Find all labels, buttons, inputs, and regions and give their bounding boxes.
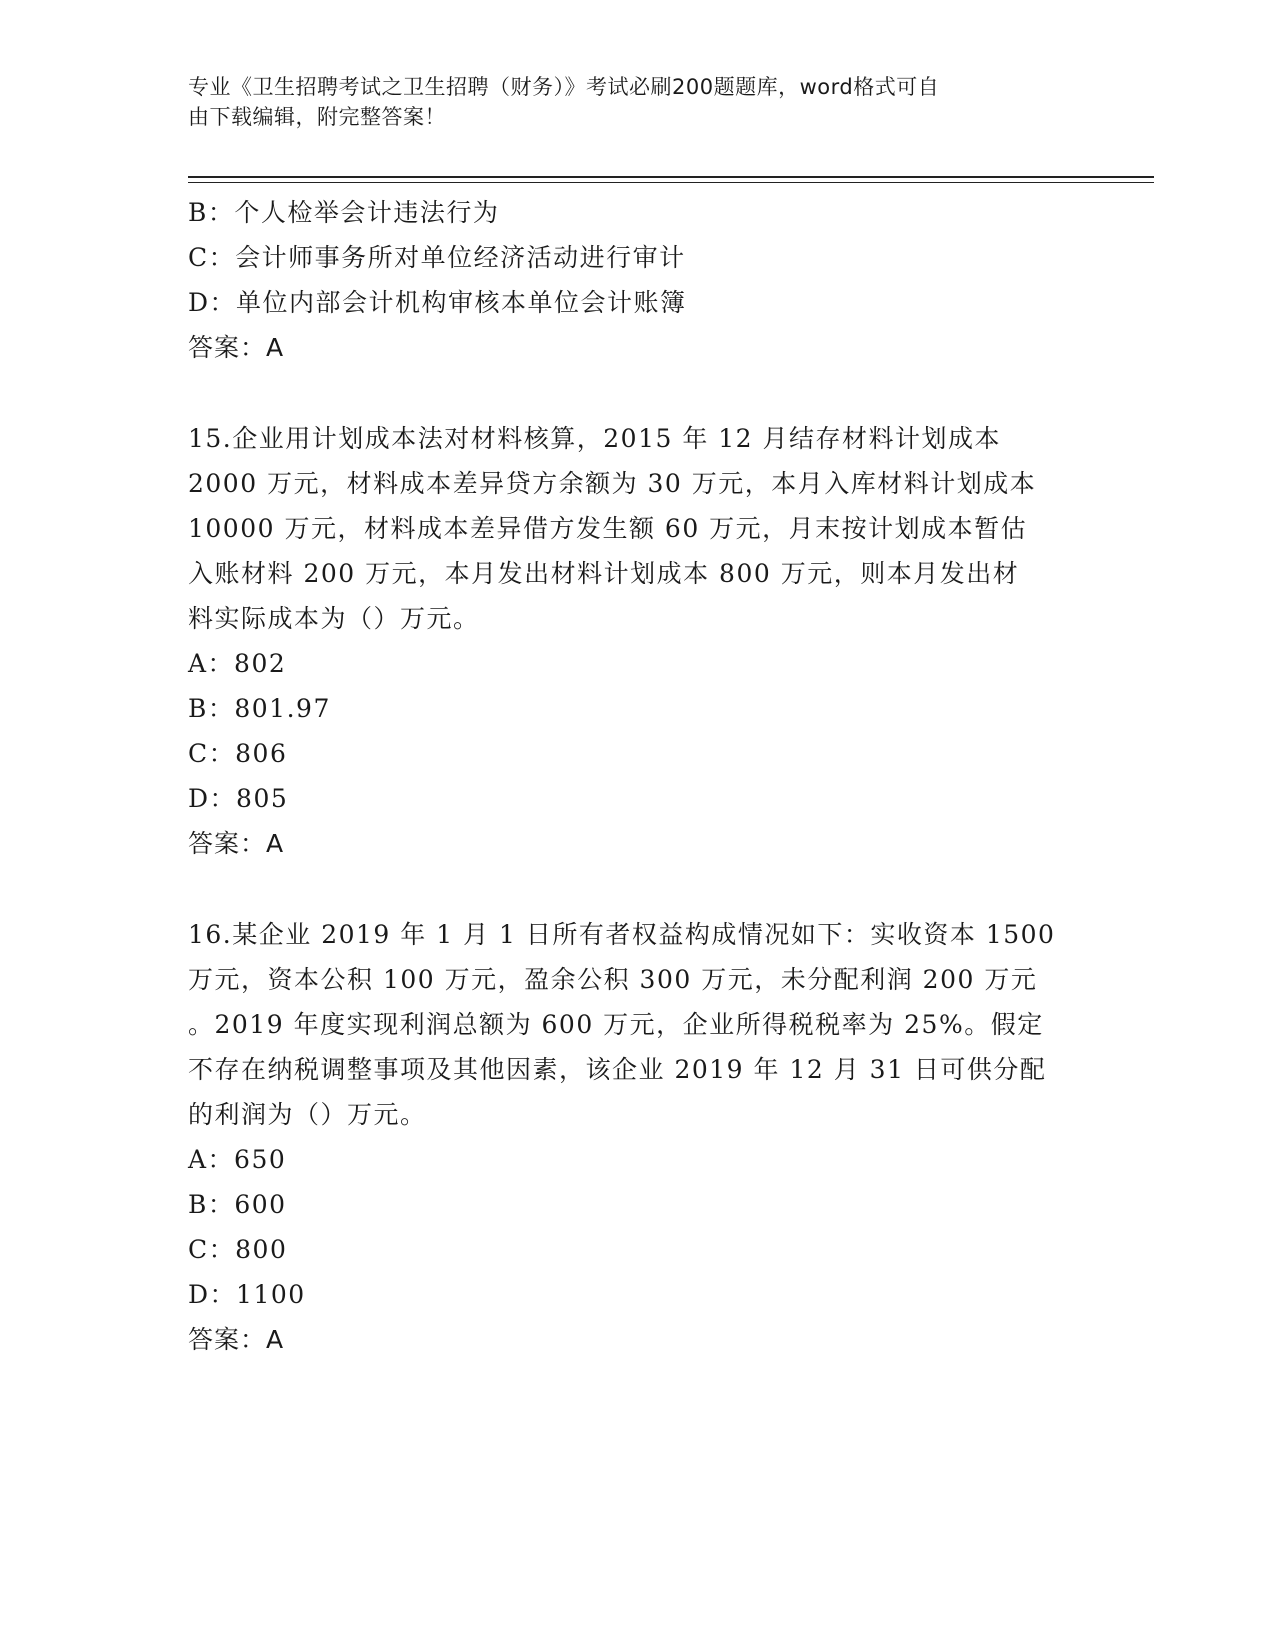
header-line-1: 专业《卫生招聘考试之卫生招聘（财务）》考试必刷200题题库，word格式可自	[188, 75, 940, 99]
stem-line: 万元，资本公积 100 万元，盈余公积 300 万元，未分配利润 200 万元	[188, 965, 1038, 994]
option-d: D：805	[188, 784, 289, 813]
stem-line: 料实际成本为（）万元。	[188, 604, 480, 633]
question-stem	[188, 416, 1078, 641]
stem-line: 2000 万元，材料成本差异贷方余额为 30 万元，本月入库材料计划成本	[188, 469, 1037, 498]
option-b: B：600	[188, 1190, 287, 1219]
answer-line: 答案：A	[188, 1325, 285, 1354]
question-15	[188, 416, 1088, 866]
option-d: D：单位内部会计机构审核本单位会计账簿	[188, 288, 687, 317]
option-a: A：650	[188, 1145, 287, 1174]
option-c: C：806	[188, 739, 288, 768]
question-stem	[188, 912, 1078, 1137]
stem-line: 入账材料 200 万元，本月发出材料计划成本 800 万元，则本月发出材	[188, 559, 1020, 588]
option-c: C：会计师事务所对单位经济活动进行审计	[188, 243, 686, 272]
option-b: B：个人检举会计违法行为	[188, 198, 500, 227]
stem-line: 15.企业用计划成本法对材料核算，2015 年 12 月结存材料计划成本	[188, 424, 1002, 453]
document-header	[188, 72, 1078, 132]
stem-line: 。2019 年度实现利润总额为 600 万元，企业所得税税率为 25%。假定	[188, 1010, 1044, 1039]
question-content	[188, 190, 1088, 1362]
stem-line: 10000 万元，材料成本差异借方发生额 60 万元，月末按计划成本暂估	[188, 514, 1028, 543]
answer-line: 答案：A	[188, 333, 285, 362]
stem-line: 不存在纳税调整事项及其他因素，该企业 2019 年 12 月 31 日可供分配	[188, 1055, 1047, 1084]
option-d: D：1100	[188, 1280, 306, 1309]
header-rule-thick	[188, 176, 1154, 178]
stem-line: 的利润为（）万元。	[188, 1100, 427, 1129]
stem-line: 16.某企业 2019 年 1 月 1 日所有者权益构成情况如下：实收资本 1500	[188, 920, 1056, 949]
header-line-2: 由下载编辑，附完整答案！	[188, 105, 446, 129]
answer-line: 答案：A	[188, 829, 285, 858]
option-b: B：801.97	[188, 694, 331, 723]
option-a: A：802	[188, 649, 287, 678]
option-c: C：800	[188, 1235, 288, 1264]
question-14-tail	[188, 190, 1088, 370]
question-16	[188, 912, 1088, 1362]
header-rule-thin	[188, 182, 1154, 183]
